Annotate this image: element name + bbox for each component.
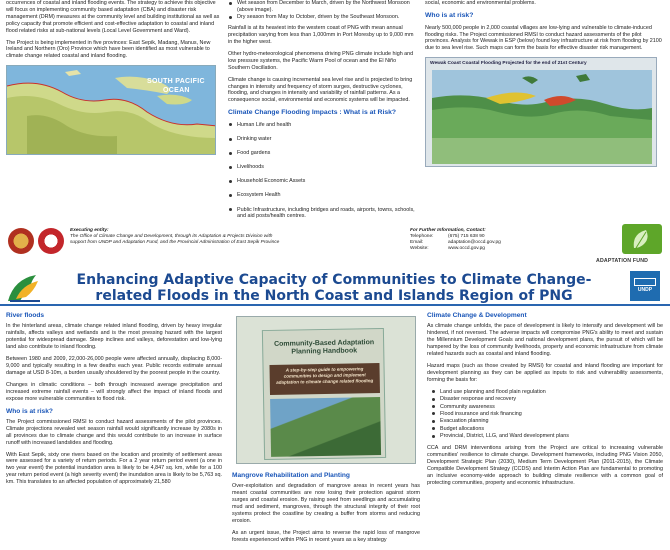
contact-key: Website: [410,246,429,252]
undp-logo [630,271,660,301]
contact-heading: For Further Information, Contact: [410,228,486,233]
who-at-risk-heading: Who is at risk? [425,11,474,19]
cc-development-heading: Climate Change & Development [427,312,527,319]
planning-use-item: Budget allocations [431,426,663,433]
adaptation-fund-logo [622,224,662,254]
globe-icon [634,278,656,286]
map-sea-label: SOUTH PACIFIC [147,78,205,86]
wewak-flood-map [425,57,657,167]
header-divider [0,304,670,306]
planning-use-item: Land use planning and flood plain regulation [431,389,663,396]
contact-row-website [410,246,590,252]
planning-use-item: Community awareness [431,404,663,411]
executing-entity [70,228,280,246]
executing-entity-heading: Executing entity: [70,228,109,233]
map-sea-label-2: OCEAN [163,87,190,95]
impact-item: Drinking water [228,136,418,143]
planning-use-item: Flood insurance and risk financing [431,411,663,418]
climate-change-paragraph: Climate change is causing incremental sea level rise and is projected to bring changes in intensity and frequency of storm surges, destructive cyclones, flooding, and changes in intensity and variability of rainfall patterns. As a consequence social, environmental and economic systems will be impacted. [228,76,413,104]
impact-item: Human Life and health [228,122,418,129]
handbook-cover [262,328,386,460]
occd-logo [6,271,42,303]
east-sepik-logo [38,228,64,254]
handbook-subtitle: A step-by-step guide to empowering communities to design and implement adaptation to climate change related flooding [269,363,380,395]
undp-label: UNDP [637,287,653,294]
contact-key: Email: [410,240,424,246]
top-column-2 [228,0,418,228]
impact-item: Public Infrastructure, including bridges and roads, airports, towns, schools, and aid posts/health centres. [228,207,418,221]
poster-section [0,268,670,550]
pilot-provinces-map [6,65,216,155]
mangrove-paragraph-1: Over-exploitation and degradation of mangrove areas in recent years has meant coastal communities are now losing their protection against storm surges and coastal erosion. By raising seed from seedlings and accumulating mud and sediment, mangroves, through the structural integrity of their root systems protect the coastline by creating a buffer from storms and reducing erosion. [232,483,420,524]
wewak-map-title: Wewak Coast Coastal Flooding Projected for the end of 21st Century [430,61,587,67]
top-c1-paragraph-1: occurrences of coastal and inland flooding events. The strategy to achieve this objective will focus on implementing community based adaptation (CBA) and disaster risk management (DRM) measures at the community level and building institutional as well as policy capacity that promote efficient and cost-effective adaptation to coastal and inland flood related risks at sub-national levels (Local Level Government and Ward). [6,0,220,34]
who-is-at-risk-heading: Who is at risk? [6,407,53,415]
impact-item: Household Economic Assets [228,178,418,185]
top-c1-paragraph-2: The Project is being implemented in five provinces: East Sepik, Madang, Manus, New Ireland and Northern (Oro) Province which have been identified as most vulnerable to climate change related coastal and inland flooding. [6,39,211,60]
planning-use-item: Evacuation planning [431,418,663,425]
season-item: Wet season from December to March, driven by the Northwest Monsoon (above image). [228,0,418,14]
top-c3-intro: social, economic and environmental problems. [425,0,536,6]
contact-block [410,228,590,253]
cc-development-paragraph-1: As climate change unfolds, the pace of development is likely to intensify and development will be hindered, if not reversed. The adverse impacts will compromise PNG's ability to meet and sustain the Millennium Development Goals and national development plans, the pursuit of which will be hampered by the loss of community livelihoods, property and economic infrastructure from climate related hazards such as coastal and inland flooding. [427,323,663,358]
impact-item: Food gardens [228,150,418,157]
mangrove-heading: Mangrove Rehabilitation and Planting [232,472,350,479]
impacts-heading: Climate Change Flooding Impacts : What is at Risk? [228,109,397,117]
river-floods-heading: River floods [6,312,45,319]
impacts-list [228,122,418,220]
river-floods-paragraph-2: Between 1980 and 2009, 22,000-26,000 people were affected annually, displacing 8,000-9,000 and typically resulting in a few deaths each year. Public records estimate annual damage at USD 8-10m, a burden usually shouldered by the poorest people in the country. [6,356,222,376]
planning-use-item: Disaster response and recovery [431,396,663,403]
poster-column-1 [6,310,222,491]
wewak-map-graphic [426,58,657,167]
handbook-photo [236,316,416,464]
poster-column-2 [232,310,420,549]
leaf-icon [622,224,662,254]
planning-uses-list [431,389,663,440]
season-item: Dry season from May to October, driven by the Southeast Monsoon. [228,14,418,21]
poster-header [0,268,670,306]
contact-value: (675) 715 638 90 [448,234,485,240]
top-column-3 [425,0,663,167]
impact-item: Ecosystem Health [228,192,418,199]
who-is-at-risk-paragraph-1: The Project commissioned RMSI to conduct hazard assessments of the pilot provinces. Climate projections revealed wet season rainfall would significantly increase by 2080s in all provinces due to climate change and this would contribute to an increase in surface runoff with increased landslides and flooding. [6,418,222,446]
contact-key: Telephone: [410,234,434,240]
phenomena-paragraph: Other hydro-meteorological phenomena driving PNG climate include high and low pressure systems, the Pacific Warm Pool of ocean and the El Niño Southern Oscillation. [228,50,414,71]
previous-page-section [0,0,670,268]
who-at-risk-paragraph: Nearly 500,000 people in 2,000 coastal villages are low-lying and vulnerable to climate-induced flooding risks. The Project commissioned RMSI to conduct hazard assessments of the pilot provinces. Analysis for Wewak in ESP (below) found key infrastructure at risk from flooding by 2100 due to sea level rise. Such maps can form the basis for effective disaster risk management. [425,24,662,52]
river-floods-paragraph-1: In the hinterland areas, climate change related inland flooding, driven by heavy irregular rainfalls, affects valleys and wetlands and is the most pressing hazard with the largest potential for widespread damage. Steep inclines and valleys, deforestation and low-lying land also contribute to inland flooding. [6,323,222,351]
who-is-at-risk-paragraph-2: With East Sepik, sixty one rivers based on the location and proximity of settlement areas were assessed for a variety of return periods. For a 2 year return period event (a one in two year event) the potential inundation area is likely to be 4,847 sq. km, while for a 100 year return period event (a high severity event) the inundation area is likely to be 5,763 sq. km. This translates to an affected population of approximately 21,580 [6,451,222,486]
poster-title: Enhancing Adaptive Capacity of Communities to Climate Change-related Floods in the North Coast and Islands Region of PNG [76,272,592,304]
season-list [228,0,418,21]
executing-entity-text: The Office of Climate Change and Development, through its Adaptation & Projects Division with support from UNDP and Adaptation Fund, and the Provincial Administration of East Sepik Province [70,234,280,246]
cc-development-paragraph-2: Hazard maps (such as those created by RMSI) for coastal and inland flooding are important for development planning as they can be applied as inputs to risk and vulnerability assessments, forming the basis for: [427,362,663,383]
adaptation-fund-name: ADAPTATION FUND [596,258,649,264]
impact-item: Livelihoods [228,164,418,171]
png-emblem-logo [8,228,34,254]
river-floods-paragraph-3: Changes in climatic conditions – both through increased average precipitation and increased extreme rainfall events – will strongly affect the impact of inland floods and expose more vulnerable communities to flood risk. [6,381,222,402]
contact-value[interactable]: www.occd.gov.pg [448,246,485,252]
mangrove-paragraph-2: As an urgent issue, the Project aims to reverse the rapid loss of mangrove forests experienced within PNG in recent years as a key strategy [232,529,420,543]
poster-column-3 [427,310,663,491]
handbook-cover-photo [270,397,381,457]
top-column-1 [6,0,222,155]
contact-value[interactable]: adaptation@occd.gov.pg [448,240,501,246]
cc-development-paragraph-3: CCA and DRM interventions arising from the Project are critical to increasing vulnerable communities' resilience to climate change. Development frameworks, including PNG Vision 2050, Development Strategic Plan (2030), Medium Term Development Plan (2011-2015), the Climate Compatible Development Strategy (CCDS) and Interim Action Plan are fundamental to promoting an inclusive economy-wide approach to building climate resilience with a common goal of protecting communities, property and economic infrastructure. [427,445,663,486]
previous-page-footer [0,222,670,268]
handbook-title: Community-Based Adaptation Planning Handbook [274,339,375,356]
planning-use-item: Provincial, District, LLG, and Ward development plans [431,433,663,440]
rainfall-paragraph: Rainfall is at its heaviest into the western coast of PNG with mean annual precipitation varying from less than 1,000mm in Port Moresby up to 9,000 mm in the higher west. [228,25,414,46]
